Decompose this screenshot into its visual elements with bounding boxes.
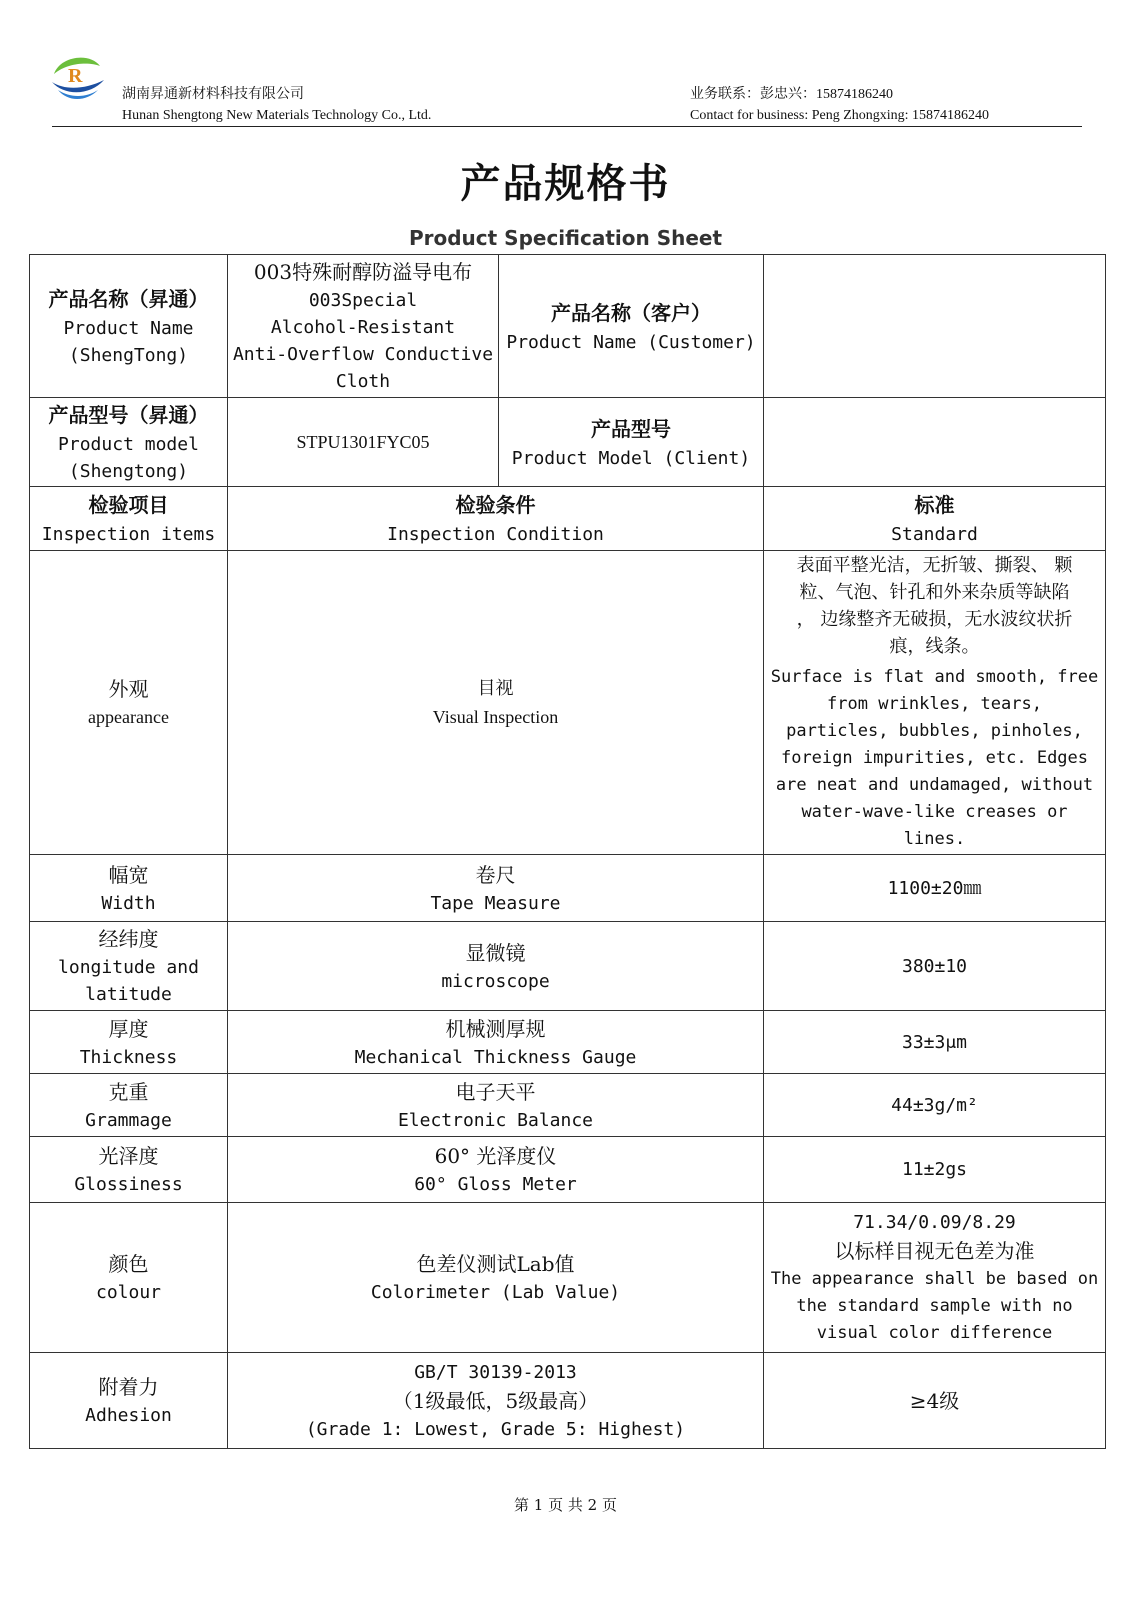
condition-density: 显微镜 microscope: [228, 922, 764, 1011]
item-colour: 颜色 colour: [30, 1203, 228, 1353]
standard-grammage: 44±3g/m²: [764, 1074, 1106, 1137]
product-model-value: STPU1301FYC05: [228, 398, 499, 487]
item-grammage: 克重 Grammage: [30, 1074, 228, 1137]
condition-gloss: 60° 光泽度仪 60° Gloss Meter: [228, 1137, 764, 1203]
standard-thickness: 33±3μm: [764, 1011, 1106, 1074]
table-row: [30, 1074, 1106, 1137]
product-name-value: 003特殊耐醇防溢导电布 003Special Alcohol-Resistant Anti-Overflow Conductive Cloth: [228, 255, 499, 398]
condition-thickness: 机械测厚规 Mechanical Thickness Gauge: [228, 1011, 764, 1074]
table-row: [30, 551, 1106, 855]
client-model-label: 产品型号 Product Model (Client): [499, 398, 764, 487]
company-name-en: Hunan Shengtong New Materials Technology Co., Ltd.: [122, 108, 432, 123]
table-row: [30, 1011, 1106, 1074]
product-model-label: 产品型号（昇通） Product model (Shengtong): [30, 398, 228, 487]
item-gloss: 光泽度 Glossiness: [30, 1137, 228, 1203]
page-title-en: Product Specification Sheet: [408, 226, 723, 250]
customer-name-value: [764, 255, 1106, 398]
column-header-standard: 标准 Standard: [764, 487, 1106, 551]
standard-adhesion: ≥4级: [764, 1353, 1106, 1449]
product-name-label: 产品名称（昇通） Product Name (ShengTong): [30, 255, 228, 398]
column-header-item: 检验项目 Inspection items: [30, 487, 228, 551]
header-divider: [52, 126, 1082, 127]
page-title-cn: 产品规格书: [460, 161, 671, 207]
column-header-condition: 检验条件 Inspection Condition: [228, 487, 764, 551]
customer-name-label: 产品名称（客户） Product Name (Customer): [499, 255, 764, 398]
item-thickness: 厚度 Thickness: [30, 1011, 228, 1074]
company-logo: [50, 52, 106, 102]
business-contact: [690, 84, 989, 126]
condition-colour: 色差仪测试Lab值 Colorimeter (Lab Value): [228, 1203, 764, 1353]
item-appearance: 外观 appearance: [30, 551, 228, 855]
contact-cn: 业务联系：彭忠兴：15874186240: [690, 87, 893, 102]
column-header-row: [30, 487, 1106, 551]
condition-grammage: 电子天平 Electronic Balance: [228, 1074, 764, 1137]
contact-en: Contact for business: Peng Zhongxing: 15874186240: [690, 108, 990, 123]
company-name-cn: 湖南昇通新材料科技有限公司: [122, 87, 304, 102]
standard-density: 380±10: [764, 922, 1106, 1011]
table-row: [30, 922, 1106, 1011]
client-model-value: [764, 398, 1106, 487]
product-model-row: [30, 398, 1106, 487]
condition-width: 卷尺 Tape Measure: [228, 855, 764, 922]
item-width: 幅宽 Width: [30, 855, 228, 922]
table-row: [30, 1137, 1106, 1203]
company-name: [122, 84, 431, 126]
specification-table: [29, 254, 1106, 1449]
item-adhesion: 附着力 Adhesion: [30, 1353, 228, 1449]
svg-text:R: R: [68, 65, 83, 87]
standard-width: 1100±20㎜: [764, 855, 1106, 922]
standard-gloss: 11±2gs: [764, 1137, 1106, 1203]
table-row: [30, 855, 1106, 922]
page-number: 第 1 页 共 2 页: [514, 1496, 617, 1514]
condition-appearance: 目视 Visual Inspection: [228, 551, 764, 855]
table-row: [30, 1353, 1106, 1449]
table-row: [30, 1203, 1106, 1353]
standard-appearance: 表面平整光洁，无折皱、撕裂、 颗 粒、气泡、针孔和外来杂质等缺陷 ， 边缘整齐无破损，无水波纹状折 痕，线条。 Surface is flat and smooth, free from wrinkles, tears, particles, bubbles, pinholes, foreign impurities, etc. Edges are neat and undamaged, without water-wave-like creases or lines.: [764, 551, 1106, 855]
standard-colour: 71.34/0.09/8.29 以标样目视无色差为准 The appearance shall be based on the standard sample with no visual color difference: [764, 1203, 1106, 1353]
item-density: 经纬度 longitude and latitude: [30, 922, 228, 1011]
product-name-row: [30, 255, 1106, 398]
condition-adhesion: GB/T 30139-2013 （1级最低，5级最高） (Grade 1: Lowest, Grade 5: Highest): [228, 1353, 764, 1449]
